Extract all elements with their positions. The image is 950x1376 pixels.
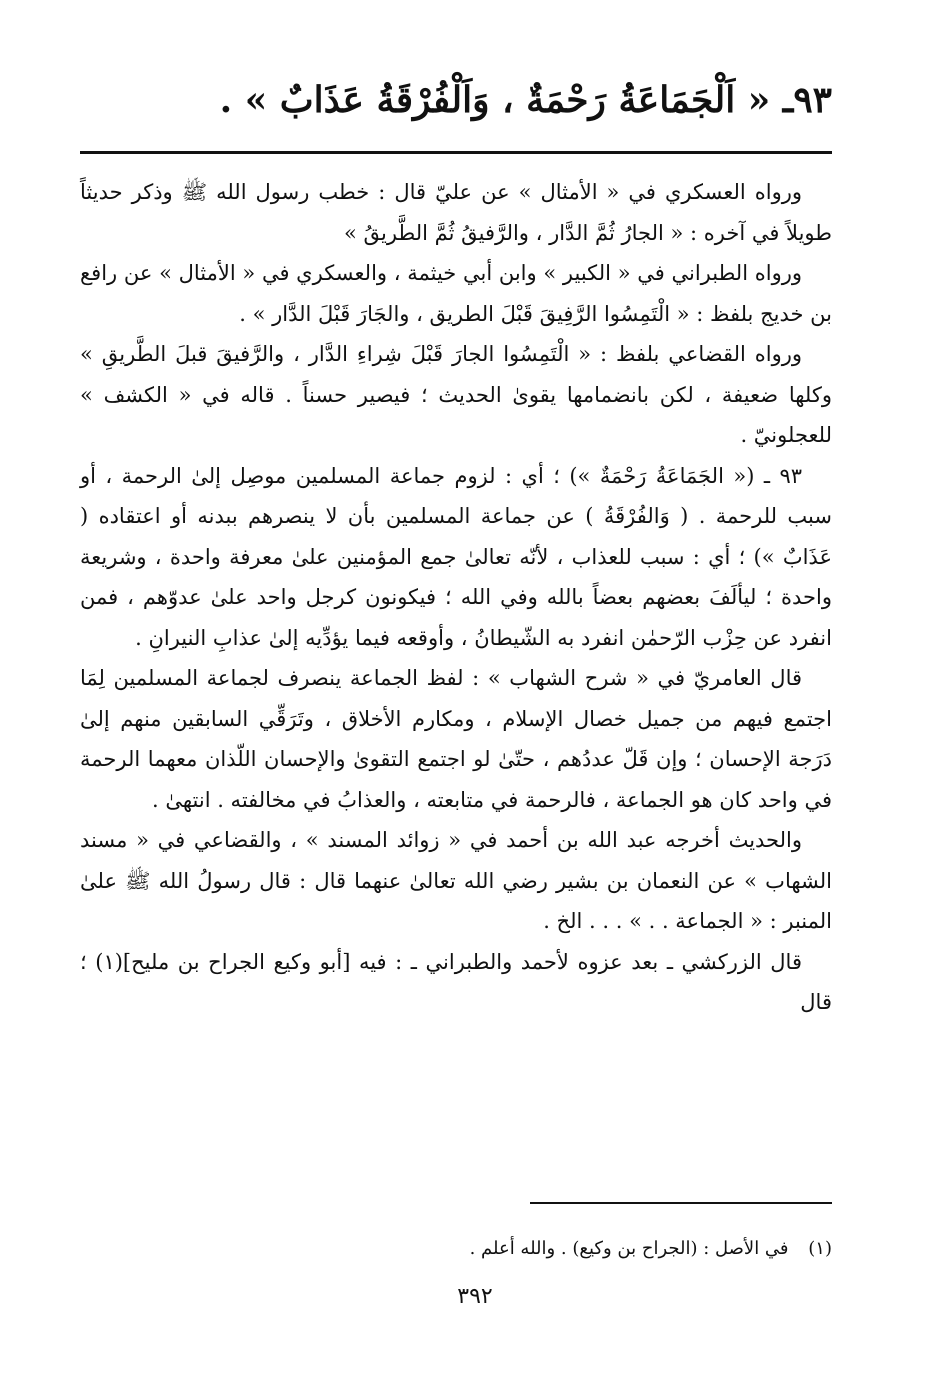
- paragraph-7: قال الزركشي ـ بعد عزوه لأحمد والطبراني ـ : فيه [أبو وكيع الجراح بن مليح](١) ؛ قال: [80, 949, 832, 1014]
- paragraph-1: ورواه العسكري في « الأمثال » عن عليّ قال : خطب رسول الله ﷺ وذكر حديثاً طويلاً في آخره : « الجارُ ثُمَّ الدَّار ، والرَّفيقُ ثُمَّ الطَّريقُ »: [80, 180, 832, 245]
- footnote-number: (١): [808, 1238, 832, 1259]
- paragraph-3: ورواه القضاعي بلفظ : « الْتَمِسُوا الجارَ قَبْلَ شِراءِ الدَّار ، والرَّفيقَ قبلَ الطَّريقِ » وكلها ضعيفة ، لكن بانضمامها يقوىٰ الحديث ؛ فيصير حسناً . قاله في « الكشف » للعجلونيّ .: [80, 342, 832, 447]
- footnote-divider: [530, 1202, 832, 1204]
- paragraph-4: ٩٣ ـ (« الجَمَاعَةُ رَحْمَةٌ ») ؛ أي : لزوم جماعة المسلمين موصِل إلىٰ الرحمة ، أو سبب للرحمة . ( وَالفُرْقَةُ ) عن جماعة المسلمين بأن لا ينصرهم ببدنه أو اعتقاده ( عَذَابٌ ») ؛ أي : سبب للعذاب ، لأنّه تعالىٰ جمع المؤمنين علىٰ معرفة واحدة ، وشريعة واحدة ؛ ليألَفَ بعضهم بعضاً بالله وفي الله ؛ فيكونون كرجل واحد علىٰ عدوّهم ، فمن انفرد عن حِزْب الرّحمٰن انفرد به الشّيطانُ ، وأوقعه فيما يؤدِّيه إلىٰ عذابِ النيرانِ .: [80, 463, 832, 650]
- footnote-text: في الأصل : (الجراح بن وكيع) . والله أعلم .: [469, 1238, 789, 1259]
- paragraph-5: قال العامريّ في « شرح الشهاب » : لفظ الجماعة ينصرف لجماعة المسلمين لِمَا اجتمع فيهم من جميل خصال الإسلام ، ومكارم الأخلاق ، وتَرَقِّي السابقين منهم إلىٰ دَرَجة الإحسان ؛ وإن قَلّ عددُهم ، حتّىٰ لو اجتمع التقوىٰ والإحسان اللّذان معهما الرحمة في واحد كان هو الجماعة ، فالرحمة في متابعته ، والعذابُ في مخالفته . انتهىٰ .: [80, 666, 832, 812]
- page-number: ٣٩٢: [457, 1284, 493, 1309]
- paragraph-6: والحديث أخرجه عبد الله بن أحمد في « زوائد المسند » ، والقضاعي في « مسند الشهاب » عن النعمان بن بشير رضي الله تعالىٰ عنهما قال : قال رسولُ الله ﷺ علىٰ المنبر : « الجماعة . . » . . . الخ .: [80, 828, 832, 933]
- hadith-heading: ٩٣ـ « اَلْجَمَاعَةُ رَحْمَةٌ ، وَاَلْفُرْقَةُ عَذَابٌ » .: [219, 79, 832, 121]
- footnote: [132, 1234, 832, 1264]
- paragraph-2: ورواه الطبراني في « الكبير » وابن أبي خيثمة ، والعسكري في « الأمثال » عن رافع بن خديج بلفظ : « الْتَمِسُوا الرَّفِيقَ قَبْلَ الطريق ، والجَارَ قَبْلَ الدَّار » .: [80, 261, 832, 326]
- heading-divider: [80, 151, 832, 154]
- commentary-body: [80, 172, 832, 1023]
